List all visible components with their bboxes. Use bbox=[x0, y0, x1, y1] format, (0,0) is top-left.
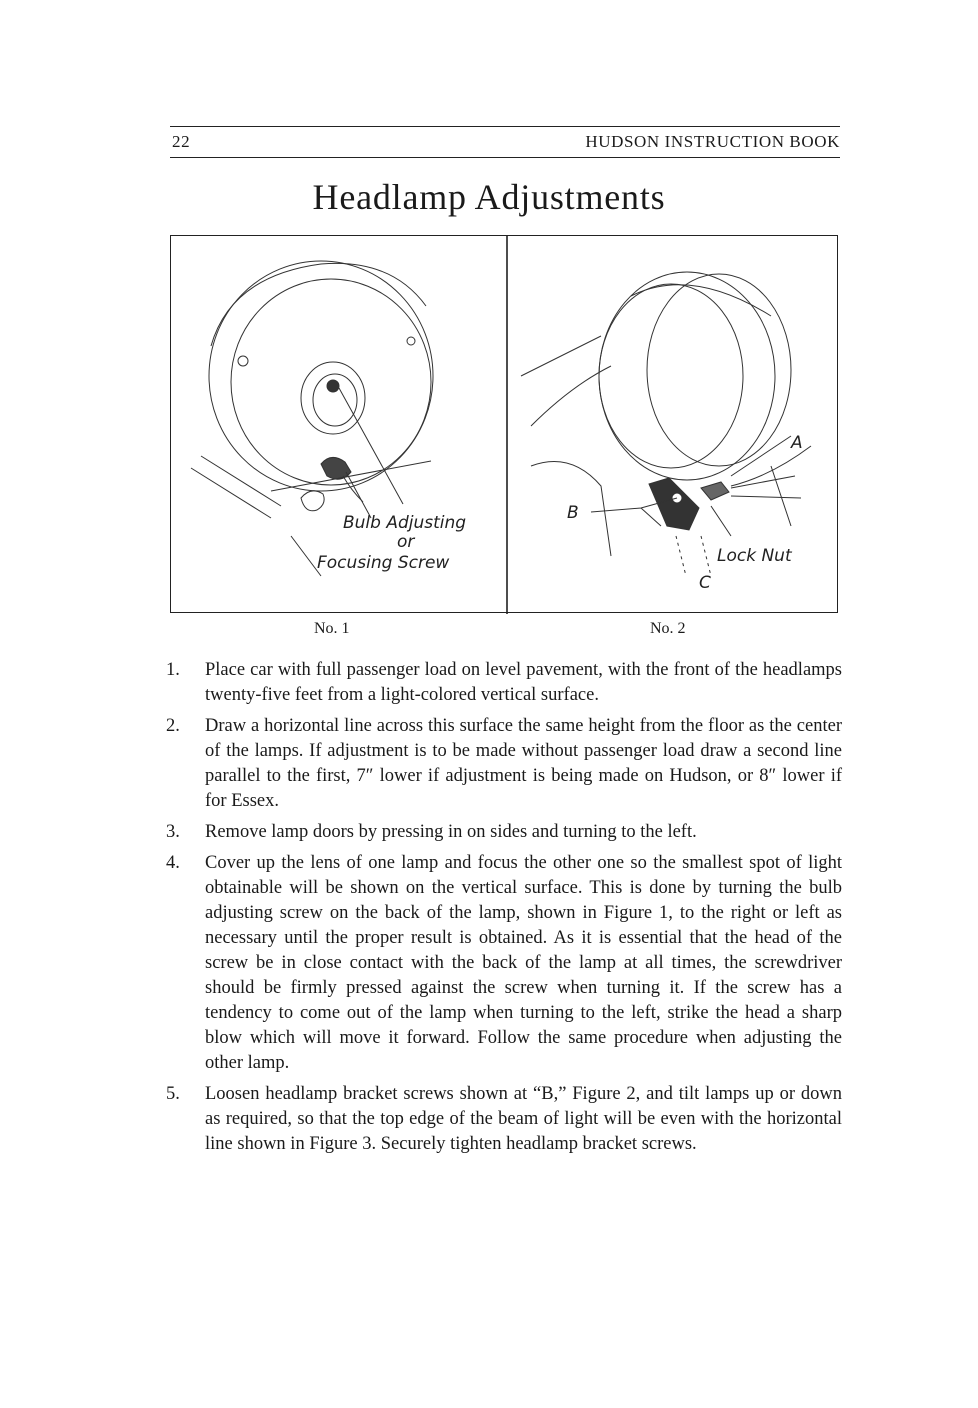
running-header bbox=[172, 132, 840, 152]
page-number: 22 bbox=[172, 132, 191, 151]
header-top-rule bbox=[170, 126, 840, 127]
step-item bbox=[166, 820, 842, 845]
lamp-center-boss bbox=[301, 362, 365, 434]
instruction-steps bbox=[166, 658, 842, 1163]
step-number: 1. bbox=[166, 660, 180, 680]
lamp-lens bbox=[599, 284, 743, 468]
leader-lock-nut bbox=[711, 476, 801, 536]
label-lock-nut: Lock Nut bbox=[717, 546, 792, 566]
leader-a bbox=[731, 436, 791, 476]
step-number: 3. bbox=[166, 822, 180, 842]
bracket-nut bbox=[301, 491, 324, 511]
lamp-shell-back bbox=[647, 274, 791, 466]
rim-screw-left bbox=[238, 356, 248, 366]
callout-focusing-screw: Focusing Screw bbox=[317, 553, 450, 573]
callout-bulb-adjusting: Bulb Adjusting bbox=[343, 513, 467, 533]
step-text: Cover up the lens of one lamp and focus the other one so the smallest spot of light obtainable will be shown on the vertical surface. This is done by turning the bulb adjusting screw on the back of the lamp, shown in Figure 1, to the right or left as necessary until the proper result is obtained. As it is essential that the head of the screw be in close contact with the back of the lamp at all times, the screwdriver should be firmly pressed against the screw when turning it. If the screw has a tendency to come out of the lamp when turning to the left, strike the head a sharp blow which will move it forward. Follow the same procedure when adjusting the other lamp. bbox=[205, 853, 842, 1073]
figure-2-caption: No. 2 bbox=[650, 620, 686, 637]
leader-c bbox=[676, 536, 711, 576]
lamp-top-edge bbox=[631, 285, 771, 316]
fender-curve bbox=[521, 336, 611, 426]
bulb-screw-head bbox=[327, 380, 339, 392]
running-title: HUDSON INSTRUCTION BOOK bbox=[585, 132, 840, 151]
figure-1-caption: No. 1 bbox=[314, 620, 350, 637]
focusing-screw-body bbox=[321, 457, 351, 479]
step-text: Place car with full passenger load on level pavement, with the front of the headlamps twenty-five feet from a light-colored vertical surface. bbox=[205, 660, 842, 705]
figure-2-drawing bbox=[521, 272, 811, 576]
rim-screw-right bbox=[407, 337, 415, 345]
step-text: Draw a horizontal line across this surface the same height from the floor as the center of the lamps. If adjustment is to be made without passenger load draw a second line parallel to the first, 7″ lower if adjustment is being made on Hudson, or 8″ lower if for Essex. bbox=[205, 716, 842, 811]
headlamp-figures bbox=[171, 236, 839, 614]
label-a: A bbox=[791, 433, 803, 453]
label-c: C bbox=[699, 573, 711, 593]
figure-panel bbox=[170, 235, 838, 613]
bracket-lines bbox=[191, 456, 431, 518]
step-item bbox=[166, 714, 842, 814]
callout-or: or bbox=[397, 532, 415, 552]
step-item bbox=[166, 658, 842, 708]
step-text: Loosen headlamp bracket screws shown at “B,” Figure 2, and tilt lamps up or down as required, so that the top edge of the beam of light will be even with the horizontal line shown in Figure 3. Securely tighten headlamp bracket screws. bbox=[205, 1084, 842, 1154]
step-number: 4. bbox=[166, 853, 180, 873]
step-item bbox=[166, 1082, 842, 1157]
step-text: Remove lamp doors by pressing in on sides and turning to the left. bbox=[205, 822, 697, 842]
header-bottom-rule bbox=[170, 157, 840, 158]
label-b: B bbox=[567, 503, 579, 523]
step-number: 2. bbox=[166, 716, 180, 736]
step-item bbox=[166, 851, 842, 1076]
page-title: Headlamp Adjustments bbox=[312, 177, 666, 217]
step-number: 5. bbox=[166, 1084, 180, 1104]
lock-nut bbox=[701, 482, 729, 500]
